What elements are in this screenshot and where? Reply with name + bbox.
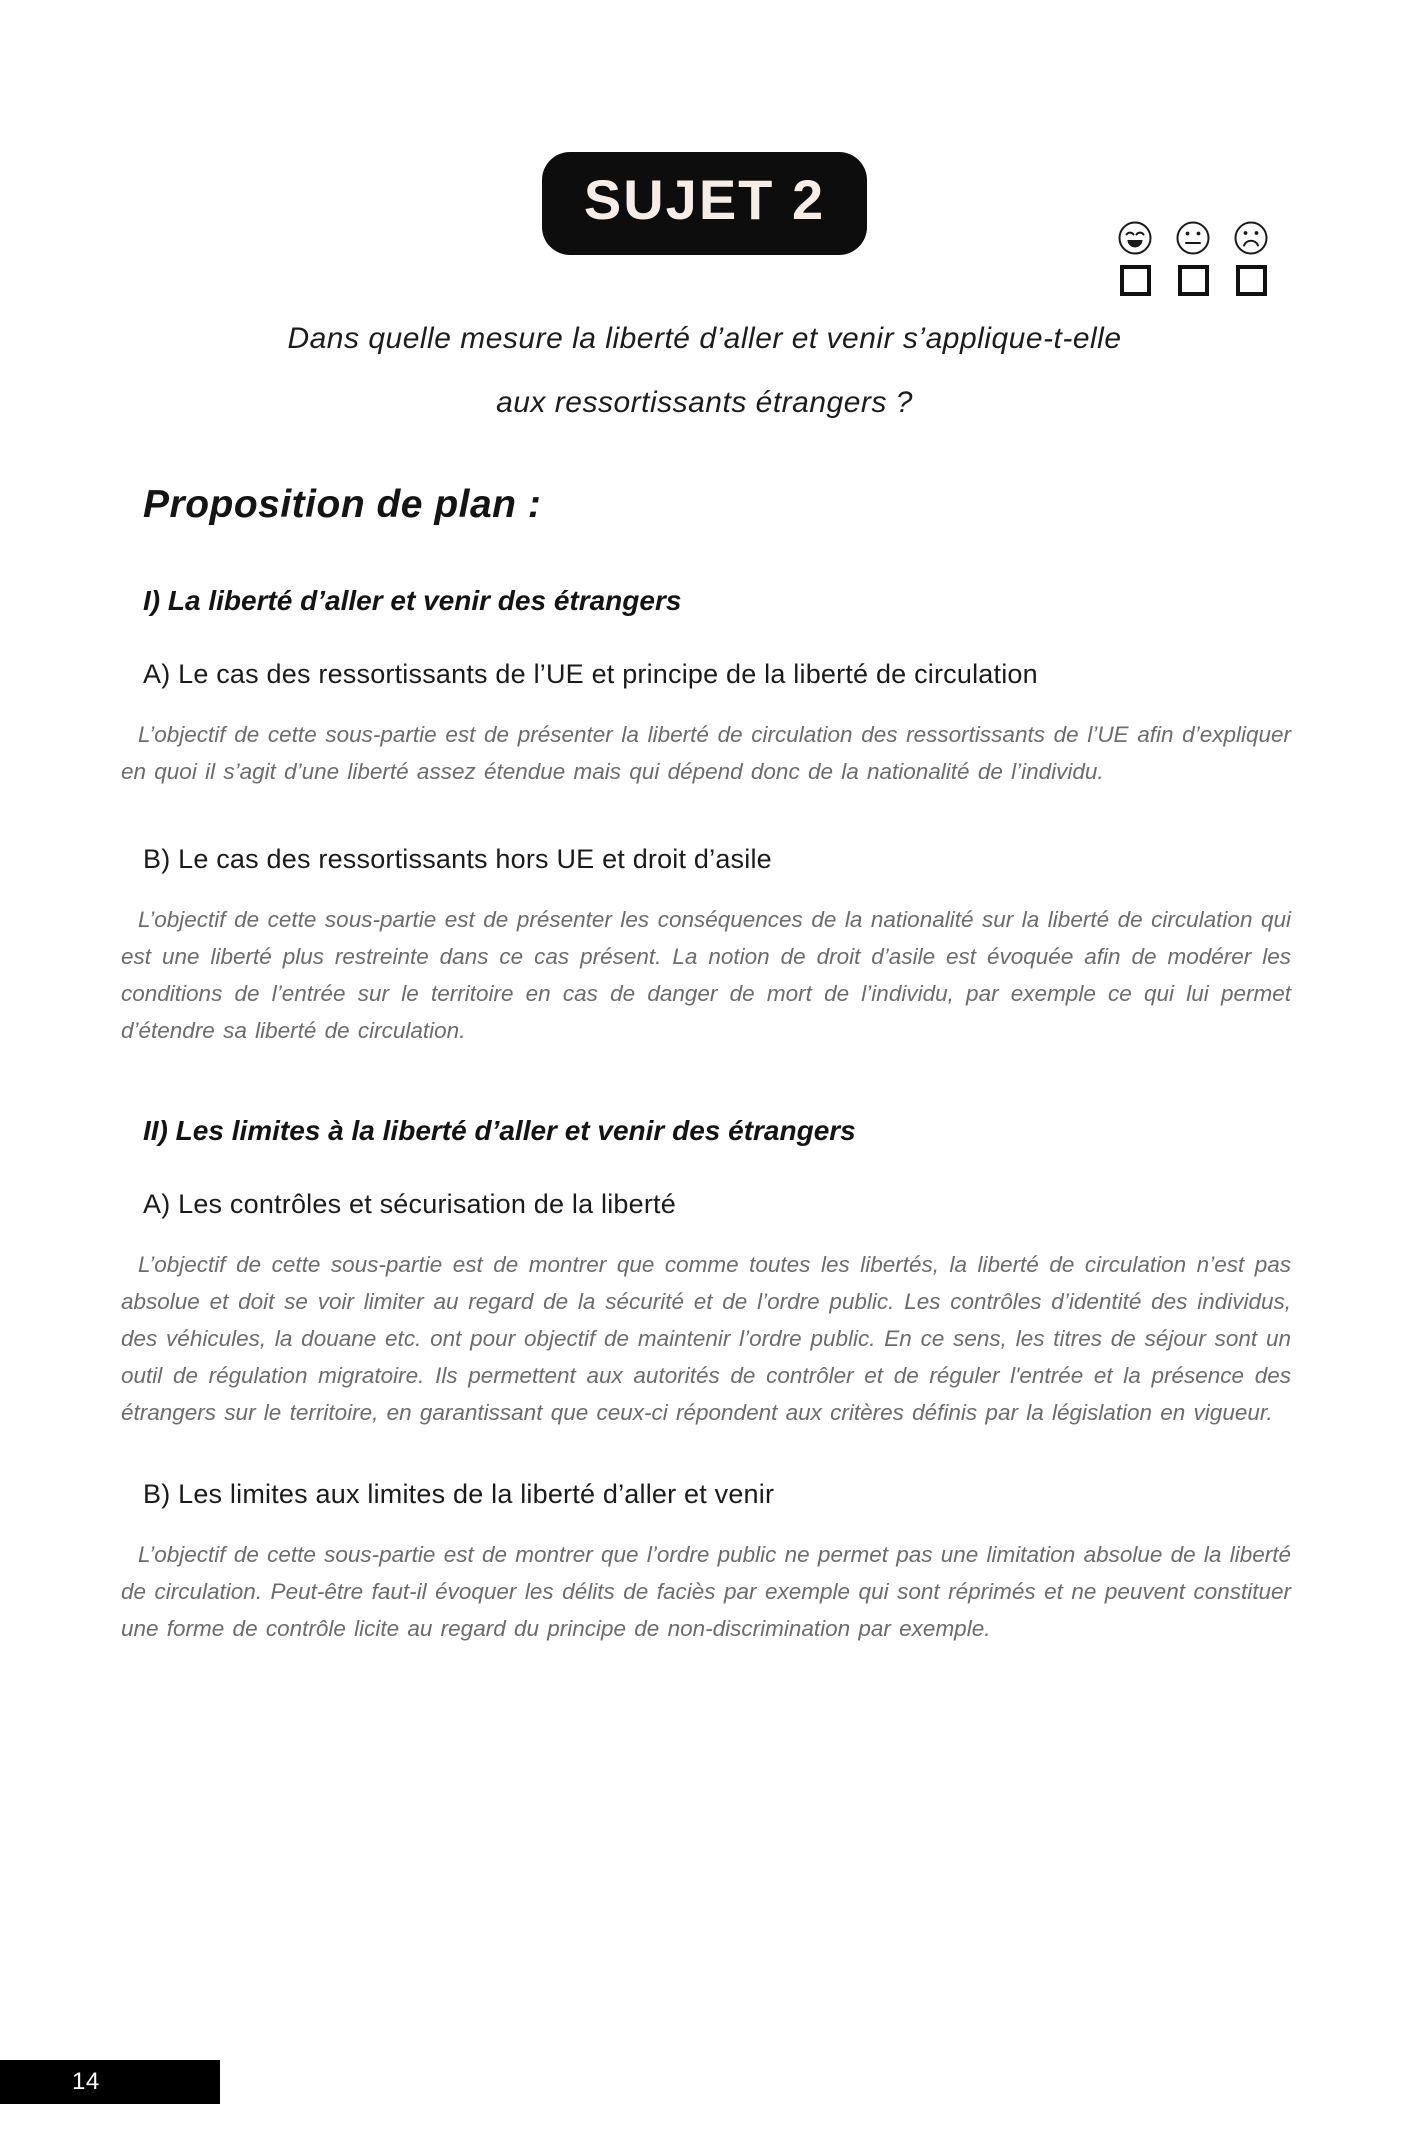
section-2b-body: L’objectif de cette sous-partie est de montrer que l’ordre public ne permet pas une limitation absolue de la liberté de circulation. Peut-être faut-il évoquer les délits de faciès par exemple qui sont réprimés et ne peuvent constituer une forme de contrôle licite au regard du principe de non-discrimination par exemple. xyxy=(121,1541,1291,1641)
happy-face-icon xyxy=(1117,220,1153,256)
section-1b-body: L’objectif de cette sous-partie est de présenter les conséquences de la nationalité sur la liberté de circulation qui est une liberté plus restreinte dans ce cas présent. La notion de droit d’asile est évoquée afin de modérer les conditions de l’entrée sur le territoire en cas de danger de mort de l’individu, par exemple ce qui lui permet d’étendre sa liberté de circulation. xyxy=(121,906,1291,1043)
section-1b-heading: B) Le cas des ressortissants hors UE et droit d’asile xyxy=(143,843,772,874)
page-number: 14 xyxy=(72,2068,100,2095)
feedback-option-happy xyxy=(1117,220,1153,296)
feedback-rating xyxy=(1117,220,1269,296)
subject-badge-label: SUJET 2 xyxy=(583,168,826,231)
question-line-2: aux ressortissants étrangers ? xyxy=(496,385,913,419)
happy-checkbox[interactable] xyxy=(1120,265,1151,296)
section-2b-heading: B) Les limites aux limites de la liberté d’aller et venir xyxy=(143,1478,775,1509)
sad-face-icon xyxy=(1233,220,1269,256)
section-1-heading: I) La liberté d’aller et venir des étrangers xyxy=(143,584,682,616)
section-1a-body: L’objectif de cette sous-partie est de présenter la liberté de circulation des ressortissants de l’UE afin d’expliquer en quoi il s’agit d’une liberté assez étendue mais qui dépend donc de la nationalité de l’individu. xyxy=(121,721,1291,784)
neutral-checkbox[interactable] xyxy=(1178,265,1209,296)
page-number-bar xyxy=(0,2060,220,2104)
sad-checkbox[interactable] xyxy=(1236,265,1267,296)
section-2a-heading: A) Les contrôles et sécurisation de la liberté xyxy=(143,1188,676,1219)
plan-title: Proposition de plan : xyxy=(143,482,542,526)
feedback-option-sad xyxy=(1233,220,1269,296)
subject-badge xyxy=(542,152,867,255)
section-2-heading: II) Les limites à la liberté d’aller et venir des étrangers xyxy=(143,1114,856,1146)
feedback-option-neutral xyxy=(1175,220,1211,296)
neutral-face-icon xyxy=(1175,220,1211,256)
document-page xyxy=(0,152,1409,2095)
section-1a-heading: A) Le cas des ressortissants de l’UE et principe de la liberté de circulation xyxy=(143,658,1038,689)
section-2a-body: L’objectif de cette sous-partie est de montrer que comme toutes les libertés, la liberté de circulation n’est pas absolue et doit se voir limiter au regard de la sécurité et de l’ordre public. Les contrôles d’identité des individus, des véhicules, la douane etc. ont pour objectif de maintenir l’ordre public. En ce sens, les titres de séjour sont un outil de régulation migratoire. Ils permettent aux autorités de contrôler et de réguler l'entrée et la présence des étrangers sur le territoire, en garantissant que ceux-ci répondent aux critères définis par la législation en vigueur. xyxy=(121,1251,1291,1425)
question-line-1: Dans quelle mesure la liberté d’aller et venir s’applique-t-elle xyxy=(287,321,1122,355)
subject-question xyxy=(0,307,1409,435)
